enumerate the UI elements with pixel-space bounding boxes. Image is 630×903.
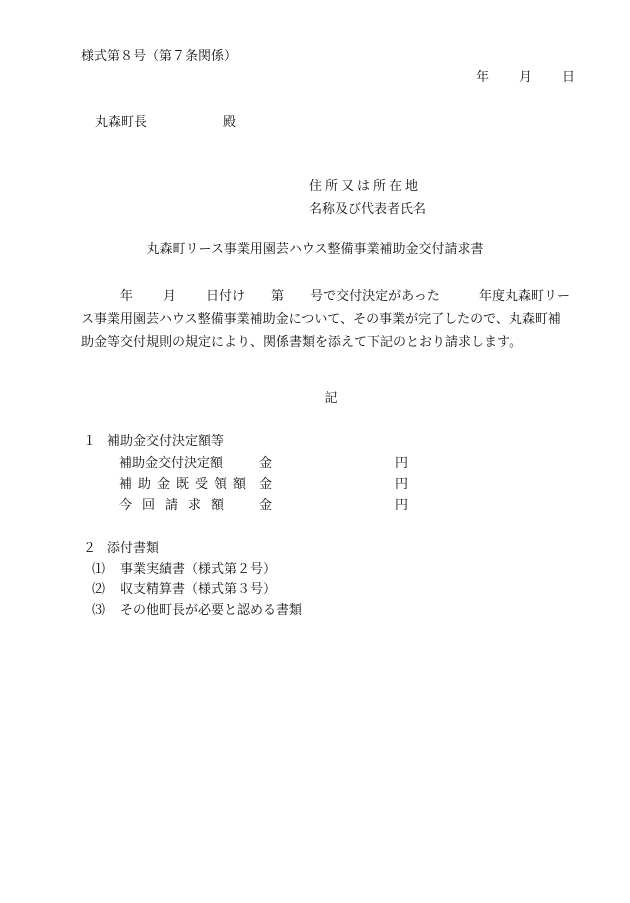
form-number: 様式第８号（第７条関係） xyxy=(81,49,238,64)
attachment-number: ⑵ xyxy=(92,582,106,597)
attachment-item xyxy=(92,563,276,576)
amount-kin: 金 xyxy=(259,498,273,513)
section-2-heading xyxy=(83,542,159,555)
section-1-number: １ xyxy=(83,434,97,449)
section-2-number: ２ xyxy=(83,541,97,556)
addressee-honorific: 殿 xyxy=(223,115,237,130)
amount-row-received xyxy=(119,478,408,491)
amount-yen: 円 xyxy=(395,498,409,513)
addressee-line xyxy=(95,116,236,129)
attachment-item xyxy=(92,583,276,596)
body-line-3: 助金等交付規則の規定により、関係書類を添えて下記のとおり請求します。 xyxy=(81,335,522,350)
section-1-heading xyxy=(83,435,224,448)
date-day: 日 xyxy=(562,70,576,85)
attachment-number: ⑶ xyxy=(92,603,106,618)
body-year: 年 xyxy=(120,289,134,304)
date-month: 月 xyxy=(519,70,533,85)
section-2-title: 添付書類 xyxy=(107,541,160,556)
amount-kin: 金 xyxy=(259,456,273,471)
applicant-name-label: 名称及び代表者氏名 xyxy=(309,202,427,217)
amount-yen: 円 xyxy=(395,477,409,492)
body-paragraph xyxy=(81,285,581,354)
amount-label: 補助金既受領額 xyxy=(119,477,253,492)
body-line-1 xyxy=(81,285,581,308)
body-fiscal: 年度丸森町リー xyxy=(478,289,570,304)
body-line-2: ス事業用園芸ハウス整備事業補助金について、その事業が完了したので、丸森町補 xyxy=(81,312,561,327)
ki-heading: 記 xyxy=(324,391,338,406)
amount-label: 補助金交付決定額 xyxy=(119,456,224,471)
attachment-text: 事業実績書（様式第２号） xyxy=(120,562,277,577)
amount-row-decided xyxy=(119,457,408,470)
attachment-number: ⑴ xyxy=(92,562,106,577)
amount-label: 今回請求額 xyxy=(119,498,235,513)
date-line xyxy=(476,71,575,84)
section-1-title: 補助金交付決定額等 xyxy=(107,434,225,449)
body-decision: 号で交付決定があった xyxy=(310,289,440,304)
body-dated: 日付け xyxy=(206,289,246,304)
body-dai: 第 xyxy=(271,289,285,304)
body-month: 月 xyxy=(163,289,177,304)
attachment-text: 収支精算書（様式第３号） xyxy=(120,582,277,597)
date-year: 年 xyxy=(476,70,490,85)
attachment-item xyxy=(92,604,302,617)
addressee-name: 丸森町長 xyxy=(95,115,148,130)
document-title: 丸森町リース事業用園芸ハウス整備事業補助金交付請求書 xyxy=(146,242,484,257)
amount-yen: 円 xyxy=(395,456,409,471)
applicant-address-label: 住所又は所在地 xyxy=(309,179,422,194)
amount-kin: 金 xyxy=(259,477,273,492)
attachment-text: その他町長が必要と認める書類 xyxy=(120,603,303,618)
amount-row-request xyxy=(119,499,408,512)
